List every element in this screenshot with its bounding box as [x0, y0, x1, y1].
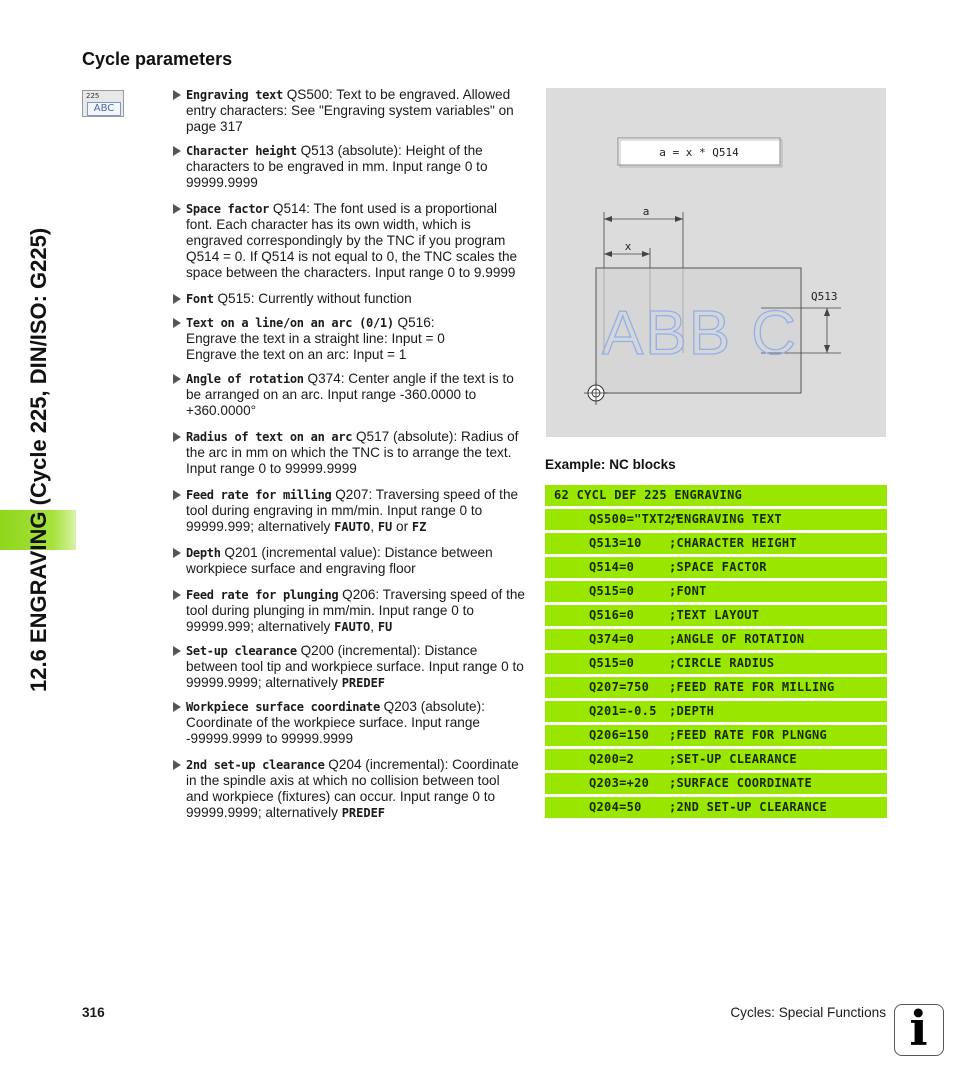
nc-block-row [545, 773, 887, 794]
parameter-item [172, 143, 526, 191]
nc-block-comment: ;CIRCLE RADIUS [669, 656, 775, 670]
nc-block-comment: ;SURFACE COORDINATE [669, 776, 812, 790]
nc-block-code: Q201=-0.5 [589, 704, 657, 718]
nc-block-comment: ;DEPTH [669, 704, 715, 718]
parameter-description-line: Engrave the text on an arc: Input = 1 [186, 347, 407, 362]
nc-block-row [545, 701, 887, 722]
parameter-name: Feed rate for plunging [186, 588, 339, 602]
parameter-item [172, 371, 526, 419]
side-title-text: 12.6 ENGRAVING (Cycle 225, DIN/ISO: G225) [26, 227, 51, 692]
parameter-item [172, 291, 526, 307]
nc-block-comment: ;FEED RATE FOR MILLING [669, 680, 835, 694]
nc-block-code: Q374=0 [589, 632, 635, 646]
nc-block-row [545, 629, 887, 650]
parameter-option: FU [377, 520, 393, 534]
bullet-arrow-icon [173, 318, 181, 328]
info-icon [894, 1001, 944, 1057]
nc-block-code: Q513=10 [589, 536, 642, 550]
formula-text: a = x * Q514 [659, 146, 739, 159]
parameter-name: Angle of rotation [186, 372, 304, 386]
bullet-arrow-icon [173, 760, 181, 770]
nc-block-row [545, 797, 887, 818]
nc-block-code: Q515=0 [589, 584, 635, 598]
parameter-name: Text on a line/on an arc (0/1) [186, 316, 394, 330]
parameter-description: Q204 (incremental): Coordinate in the spindle axis at which no collision between tool and workpiece (fixtures) can occur. Input range 0 to 99999.9999; alternatively [186, 757, 519, 820]
parameter-description: Q201 (incremental value): Distance between workpiece surface and engraving floor [186, 545, 493, 576]
bullet-arrow-icon [173, 90, 181, 100]
nc-block-comment: ;SPACE FACTOR [669, 560, 767, 574]
parameter-item [172, 201, 526, 281]
parameter-item [172, 87, 526, 135]
parameter-item [172, 587, 526, 635]
parameter-option: PREDEF [341, 806, 386, 820]
nc-block-code: Q206=150 [589, 728, 650, 742]
parameter-option-separator: , [370, 619, 378, 634]
parameter-option: FAUTO [334, 520, 371, 534]
parameter-description: Q200 (incremental): Distance between tool tip and workpiece surface. Input range 0 to 99999.9999; alternatively [186, 643, 524, 690]
nc-block-code: Q516=0 [589, 608, 635, 622]
nc-block-row [545, 485, 887, 506]
dimension-x-label: x [624, 240, 632, 253]
nc-block-comment: ;ENGRAVING TEXT [669, 512, 782, 526]
nc-block-listing [545, 485, 887, 821]
parameter-description: Q514: The font used is a proportional font. Each character has its own width, which is engraved correspondingly by the TNC if you program Q514 = 0. If Q514 is not equal to 0, the TNC scales the space between the characters. Input range 0 to 9.9999 [186, 201, 518, 280]
parameter-name: Engraving text [186, 88, 283, 102]
dimension-height-label: Q513 [811, 290, 838, 303]
nc-block-row [545, 725, 887, 746]
parameter-option: FAUTO [334, 620, 371, 634]
cycle-225-softkey-icon [82, 90, 124, 117]
nc-block-row [545, 605, 887, 626]
example-title: Example: NC blocks [545, 457, 676, 472]
chapter-side-title [14, 12, 54, 692]
footer-chapter-text: Cycles: Special Functions [730, 1005, 886, 1020]
parameter-name: Feed rate for milling [186, 488, 332, 502]
nc-block-row [545, 677, 887, 698]
bullet-arrow-icon [173, 590, 181, 600]
nc-block-comment: ;TEXT LAYOUT [669, 608, 760, 622]
bullet-arrow-icon [173, 646, 181, 656]
section-title: Cycle parameters [82, 49, 233, 69]
parameter-description: QS500: Text to be engraved. Allowed entry characters: See "Engraving system variables" on page 317 [186, 87, 514, 134]
parameter-item [172, 643, 526, 691]
parameter-item [172, 545, 526, 577]
cycle-icon-label: ABC [87, 102, 121, 116]
parameter-item [172, 315, 526, 363]
parameter-list [172, 87, 526, 821]
bullet-arrow-icon [173, 702, 181, 712]
parameter-name: Workpiece surface coordinate [186, 700, 380, 714]
parameter-option: FZ [411, 520, 427, 534]
bullet-arrow-icon [173, 374, 181, 384]
nc-block-row [545, 509, 887, 530]
parameter-name: Radius of text on an arc [186, 430, 353, 444]
bullet-arrow-icon [173, 432, 181, 442]
bullet-arrow-icon [173, 548, 181, 558]
nc-block-code: Q200=2 [589, 752, 635, 766]
nc-block-comment: ;CHARACTER HEIGHT [669, 536, 797, 550]
nc-block-comment: ;FONT [669, 584, 707, 598]
parameter-name: Set-up clearance [186, 644, 297, 658]
parameter-description: Q515: Currently without function [213, 291, 412, 306]
parameter-option: FU [377, 620, 393, 634]
nc-block-code: 62 CYCL DEF 225 ENGRAVING [554, 488, 743, 502]
nc-block-row [545, 653, 887, 674]
parameter-option: PREDEF [341, 676, 386, 690]
parameter-item [172, 487, 526, 535]
bullet-arrow-icon [173, 146, 181, 156]
nc-block-row [545, 581, 887, 602]
nc-block-code: Q515=0 [589, 656, 635, 670]
parameter-name: Character height [186, 144, 297, 158]
parameter-option-separator: or [392, 519, 412, 534]
parameter-description: Q513 (absolute): Height of the characters to be engraved in mm. Input range 0 to 99999.9999 [186, 143, 488, 190]
parameter-description: Q206: Traversing speed of the tool during plunging in mm/min. Input range 0 to 99999.999; alternatively [186, 587, 525, 634]
parameter-item [172, 429, 526, 477]
parameter-description: Q374: Center angle if the text is to be arranged on an arc. Input range -360.0000 to +360.0000° [186, 371, 514, 418]
parameter-name: Depth [186, 546, 221, 560]
page-number: 316 [82, 1005, 105, 1020]
nc-block-comment: ;2ND SET-UP CLEARANCE [669, 800, 828, 814]
parameter-option-separator: , [370, 519, 378, 534]
parameter-item [172, 699, 526, 747]
parameter-description: Q516: [393, 315, 435, 330]
parameter-name: 2nd set-up clearance [186, 758, 325, 772]
parameter-item [172, 757, 526, 821]
bullet-arrow-icon [173, 490, 181, 500]
parameter-description: Q203 (absolute): Coordinate of the workpiece surface. Input range -99999.9999 to 99999.9999 [186, 699, 485, 746]
nc-block-comment: ;FEED RATE FOR PLNGNG [669, 728, 828, 742]
parameter-description: Q207: Traversing speed of the tool during engraving in mm/min. Input range 0 to 99999.999; alternatively [186, 487, 519, 534]
nc-block-code: QS500="TXT2" [589, 512, 680, 526]
nc-block-comment: ;ANGLE OF ROTATION [669, 632, 805, 646]
nc-block-comment: ;SET-UP CLEARANCE [669, 752, 797, 766]
bullet-arrow-icon [173, 204, 181, 214]
bullet-arrow-icon [173, 294, 181, 304]
nc-block-code: Q204=50 [589, 800, 642, 814]
nc-block-row [545, 533, 887, 554]
parameter-description-line: Engrave the text in a straight line: Input = 0 [186, 331, 445, 346]
parameter-name: Font [186, 292, 214, 306]
nc-block-code: Q514=0 [589, 560, 635, 574]
info-glyph: i [909, 1001, 928, 1057]
parameter-description: Q517 (absolute): Radius of the arc in mm on which the TNC is to arrange the text. Input range 0 to 99999.9999 [186, 429, 519, 476]
nc-block-code: Q203=+20 [589, 776, 650, 790]
cycle-icon-number: 225 [86, 92, 100, 100]
nc-block-code: Q207=750 [589, 680, 650, 694]
engraved-sample-text: ABB C [602, 299, 799, 368]
nc-block-row [545, 557, 887, 578]
dimension-a-label: a [642, 205, 650, 218]
parameter-name: Space factor [186, 202, 270, 216]
nc-block-row [545, 749, 887, 770]
engraving-figure [546, 88, 886, 437]
